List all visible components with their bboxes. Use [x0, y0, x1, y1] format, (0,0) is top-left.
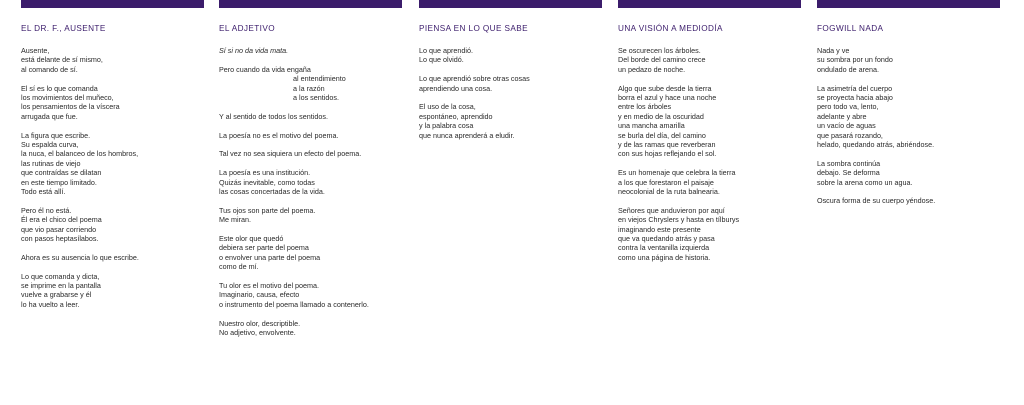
- stanza: [219, 319, 402, 338]
- stanza: [219, 206, 402, 225]
- poem-line: neocolonial de la ruta balnearia.: [618, 187, 720, 197]
- poem-line: ondulado de arena.: [817, 64, 879, 74]
- poem-line: un pedazo de noche.: [618, 64, 686, 74]
- poem-line: El uso de la cosa,: [419, 102, 476, 112]
- header-bar: [21, 0, 204, 8]
- poem-line: Ahora es su ausencia lo que escribe.: [21, 252, 139, 262]
- poem-line: al comando de sí.: [21, 64, 78, 74]
- poem-line: Pero cuando da vida engaña: [219, 64, 311, 74]
- poem-line: los pensamientos de la víscera: [21, 102, 120, 112]
- stanza: [21, 46, 204, 74]
- stanza: [219, 131, 402, 140]
- poem-line: Nuestro olor, descriptible.: [219, 318, 301, 328]
- poem-line: lo ha vuelto a leer.: [21, 299, 80, 309]
- poem-body: [219, 46, 402, 337]
- poem-column: [419, 0, 602, 149]
- poem-line: Lo que aprendió sobre otras cosas: [419, 74, 530, 84]
- poem-line: y la palabra cosa: [419, 121, 474, 131]
- poem-line: o instrumento del poema llamado a contenerlo.: [219, 299, 369, 309]
- stanza: [219, 46, 402, 55]
- poem-line: No adjetivo, envolvente.: [219, 328, 296, 338]
- poem-body: [419, 46, 602, 140]
- poem-line: en viejos Chryslers y hasta en tílburys: [618, 215, 740, 225]
- stanza: [618, 206, 801, 262]
- stanza: [618, 46, 801, 74]
- stanza: [219, 65, 402, 103]
- stanza: [219, 112, 402, 121]
- poem-line: borra el azul y hace una noche: [618, 93, 717, 103]
- stanza: [618, 84, 801, 159]
- stanza: [219, 149, 402, 158]
- poem-line: El sí es lo que comanda: [21, 83, 98, 93]
- poem-line: a los sentidos.: [293, 93, 339, 103]
- poem-line: las cosas concertadas de la vida.: [219, 187, 325, 197]
- poem-line: como de mí.: [219, 262, 259, 272]
- poem-line: se imprime en la pantalla: [21, 281, 101, 291]
- poem-column: [618, 0, 801, 272]
- poem-line: está delante de sí mismo,: [21, 55, 103, 65]
- poem-line: debiera ser parte del poema: [219, 243, 309, 253]
- poem-column: [219, 0, 402, 347]
- stanza: [817, 46, 1000, 74]
- stanza: [817, 84, 1000, 150]
- poem-line: Del borde del camino crece: [618, 55, 706, 65]
- poem-line: La asimetría del cuerpo: [817, 83, 893, 93]
- stanza: [21, 206, 204, 244]
- header-bar: [618, 0, 801, 8]
- poem-line: Me miran.: [219, 215, 251, 225]
- poem-line: o envolver una parte del poema: [219, 252, 321, 262]
- header-bar: [219, 0, 402, 8]
- poem-line: Imaginario, causa, efecto: [219, 290, 300, 300]
- stanza: [21, 131, 204, 197]
- poem-line: los movimientos del muñeco,: [21, 93, 114, 103]
- stanza: [419, 74, 602, 93]
- poem-line: vuelve a grabarse y él: [21, 290, 92, 300]
- poem-line: La figura que escribe.: [21, 130, 91, 140]
- poem-line: las rutinas de viejo: [21, 158, 81, 168]
- poem-line: en este tiempo limitado.: [21, 177, 97, 187]
- poem-title: UNA VISIÓN A MEDIODÍA: [618, 24, 723, 33]
- poem-line: pero todo va, lento,: [817, 102, 879, 112]
- poem-line: arrugada que fue.: [21, 111, 78, 121]
- poem-line: Señores que anduvieron por aquí: [618, 205, 725, 215]
- poem-line: Es un homenaje que celebra la tierra: [618, 168, 736, 178]
- poem-line: Ausente,: [21, 46, 50, 55]
- poem-line: una mancha amarilla: [618, 121, 685, 131]
- poem-body: [817, 46, 1000, 206]
- stanza: [219, 168, 402, 196]
- stanza: [618, 168, 801, 196]
- poem-line: Tu olor es el motivo del poema.: [219, 281, 320, 291]
- poem-line: Tal vez no sea siquiera un efecto del poema.: [219, 149, 362, 159]
- poem-line: imaginando este presente: [618, 224, 701, 234]
- poem-line: se burla del día, del camino: [618, 130, 706, 140]
- poem-line: La poesía es una institución.: [219, 168, 311, 178]
- poem-line: Quizás inevitable, como todas: [219, 177, 315, 187]
- stanza: [21, 272, 204, 310]
- poem-line: un vacío de aguas: [817, 121, 876, 131]
- poem-line: Algo que sube desde la tierra: [618, 83, 712, 93]
- poem-line: la nuca, el balanceo de los hombros,: [21, 149, 139, 159]
- stanza: [817, 159, 1000, 187]
- poem-line: sobre la arena como un agua.: [817, 177, 913, 187]
- poem-line: adelante y abre: [817, 111, 867, 121]
- poem-line: Este olor que quedó: [219, 234, 284, 244]
- poem-line: entre los árboles: [618, 102, 672, 112]
- poem-line: espontáneo, aprendido: [419, 111, 493, 121]
- poem-line: helado, quedando atrás, abriéndose.: [817, 140, 935, 150]
- poem-title: EL ADJETIVO: [219, 24, 275, 33]
- poem-line: Lo que comanda y dicta,: [21, 271, 100, 281]
- poem-line: se proyecta hacia abajo: [817, 93, 893, 103]
- poem-line: como una página de historia.: [618, 252, 711, 262]
- stanza: [219, 281, 402, 309]
- poem-line: Pero él no está.: [21, 205, 72, 215]
- poem-line: a la razón: [293, 83, 325, 93]
- header-bar: [817, 0, 1000, 8]
- poem-line: Lo que olvidó.: [419, 55, 464, 65]
- poem-line: debajo. Se deforma: [817, 168, 880, 178]
- poem-line: Su espalda curva,: [21, 140, 79, 150]
- poem-line: La sombra continúa: [817, 158, 881, 168]
- poem-column: [21, 0, 204, 319]
- poem-line: Nada y ve: [817, 46, 850, 55]
- stanza: [21, 253, 204, 262]
- poem-body: [618, 46, 801, 262]
- poem-line: Sí si no da vida mata.: [219, 46, 289, 55]
- poem-body: [21, 46, 204, 309]
- poem-line: Lo que aprendió.: [419, 46, 473, 55]
- stanza: [419, 46, 602, 65]
- poem-line: su sombra por un fondo: [817, 55, 893, 65]
- poem-line: Y al sentido de todos los sentidos.: [219, 111, 328, 121]
- stanza: [419, 102, 602, 140]
- poem-line: que nunca aprenderá a eludir.: [419, 130, 515, 140]
- poem-column: [817, 0, 1000, 215]
- poem-line: y en medio de la oscuridad: [618, 111, 704, 121]
- poem-line: con sus hojas reflejando el sol.: [618, 149, 717, 159]
- poem-line: Todo está allí.: [21, 187, 66, 197]
- poem-line: Él era el chico del poema: [21, 215, 102, 225]
- poem-line: Tus ojos son parte del poema.: [219, 205, 316, 215]
- poem-line: Oscura forma de su cuerpo yéndose.: [817, 196, 936, 206]
- stanza: [219, 234, 402, 272]
- poem-title: FOGWILL NADA: [817, 24, 884, 33]
- poem-line: que contraídas se dilatan: [21, 168, 102, 178]
- poem-line: contra la ventanilla izquierda: [618, 243, 710, 253]
- poem-title: EL DR. F., AUSENTE: [21, 24, 106, 33]
- poem-line: que va quedando atrás y pasa: [618, 234, 715, 244]
- poem-line: La poesía no es el motivo del poema.: [219, 130, 339, 140]
- poem-line: que vio pasar corriendo: [21, 224, 97, 234]
- stanza: [21, 84, 204, 122]
- poem-line: al entendimiento: [293, 74, 346, 84]
- poem-title: PIENSA EN LO QUE SABE: [419, 24, 528, 33]
- poem-line: con pasos heptasílabos.: [21, 234, 99, 244]
- poem-line: a los que forestaron el paisaje: [618, 177, 714, 187]
- header-bar: [419, 0, 602, 8]
- poem-line: que pasará rozando,: [817, 130, 883, 140]
- poem-line: aprendiendo una cosa.: [419, 83, 493, 93]
- poem-line: y de las ramas que reverberan: [618, 140, 716, 150]
- stanza: [817, 196, 1000, 205]
- poem-line: Se oscurecen los árboles.: [618, 46, 701, 55]
